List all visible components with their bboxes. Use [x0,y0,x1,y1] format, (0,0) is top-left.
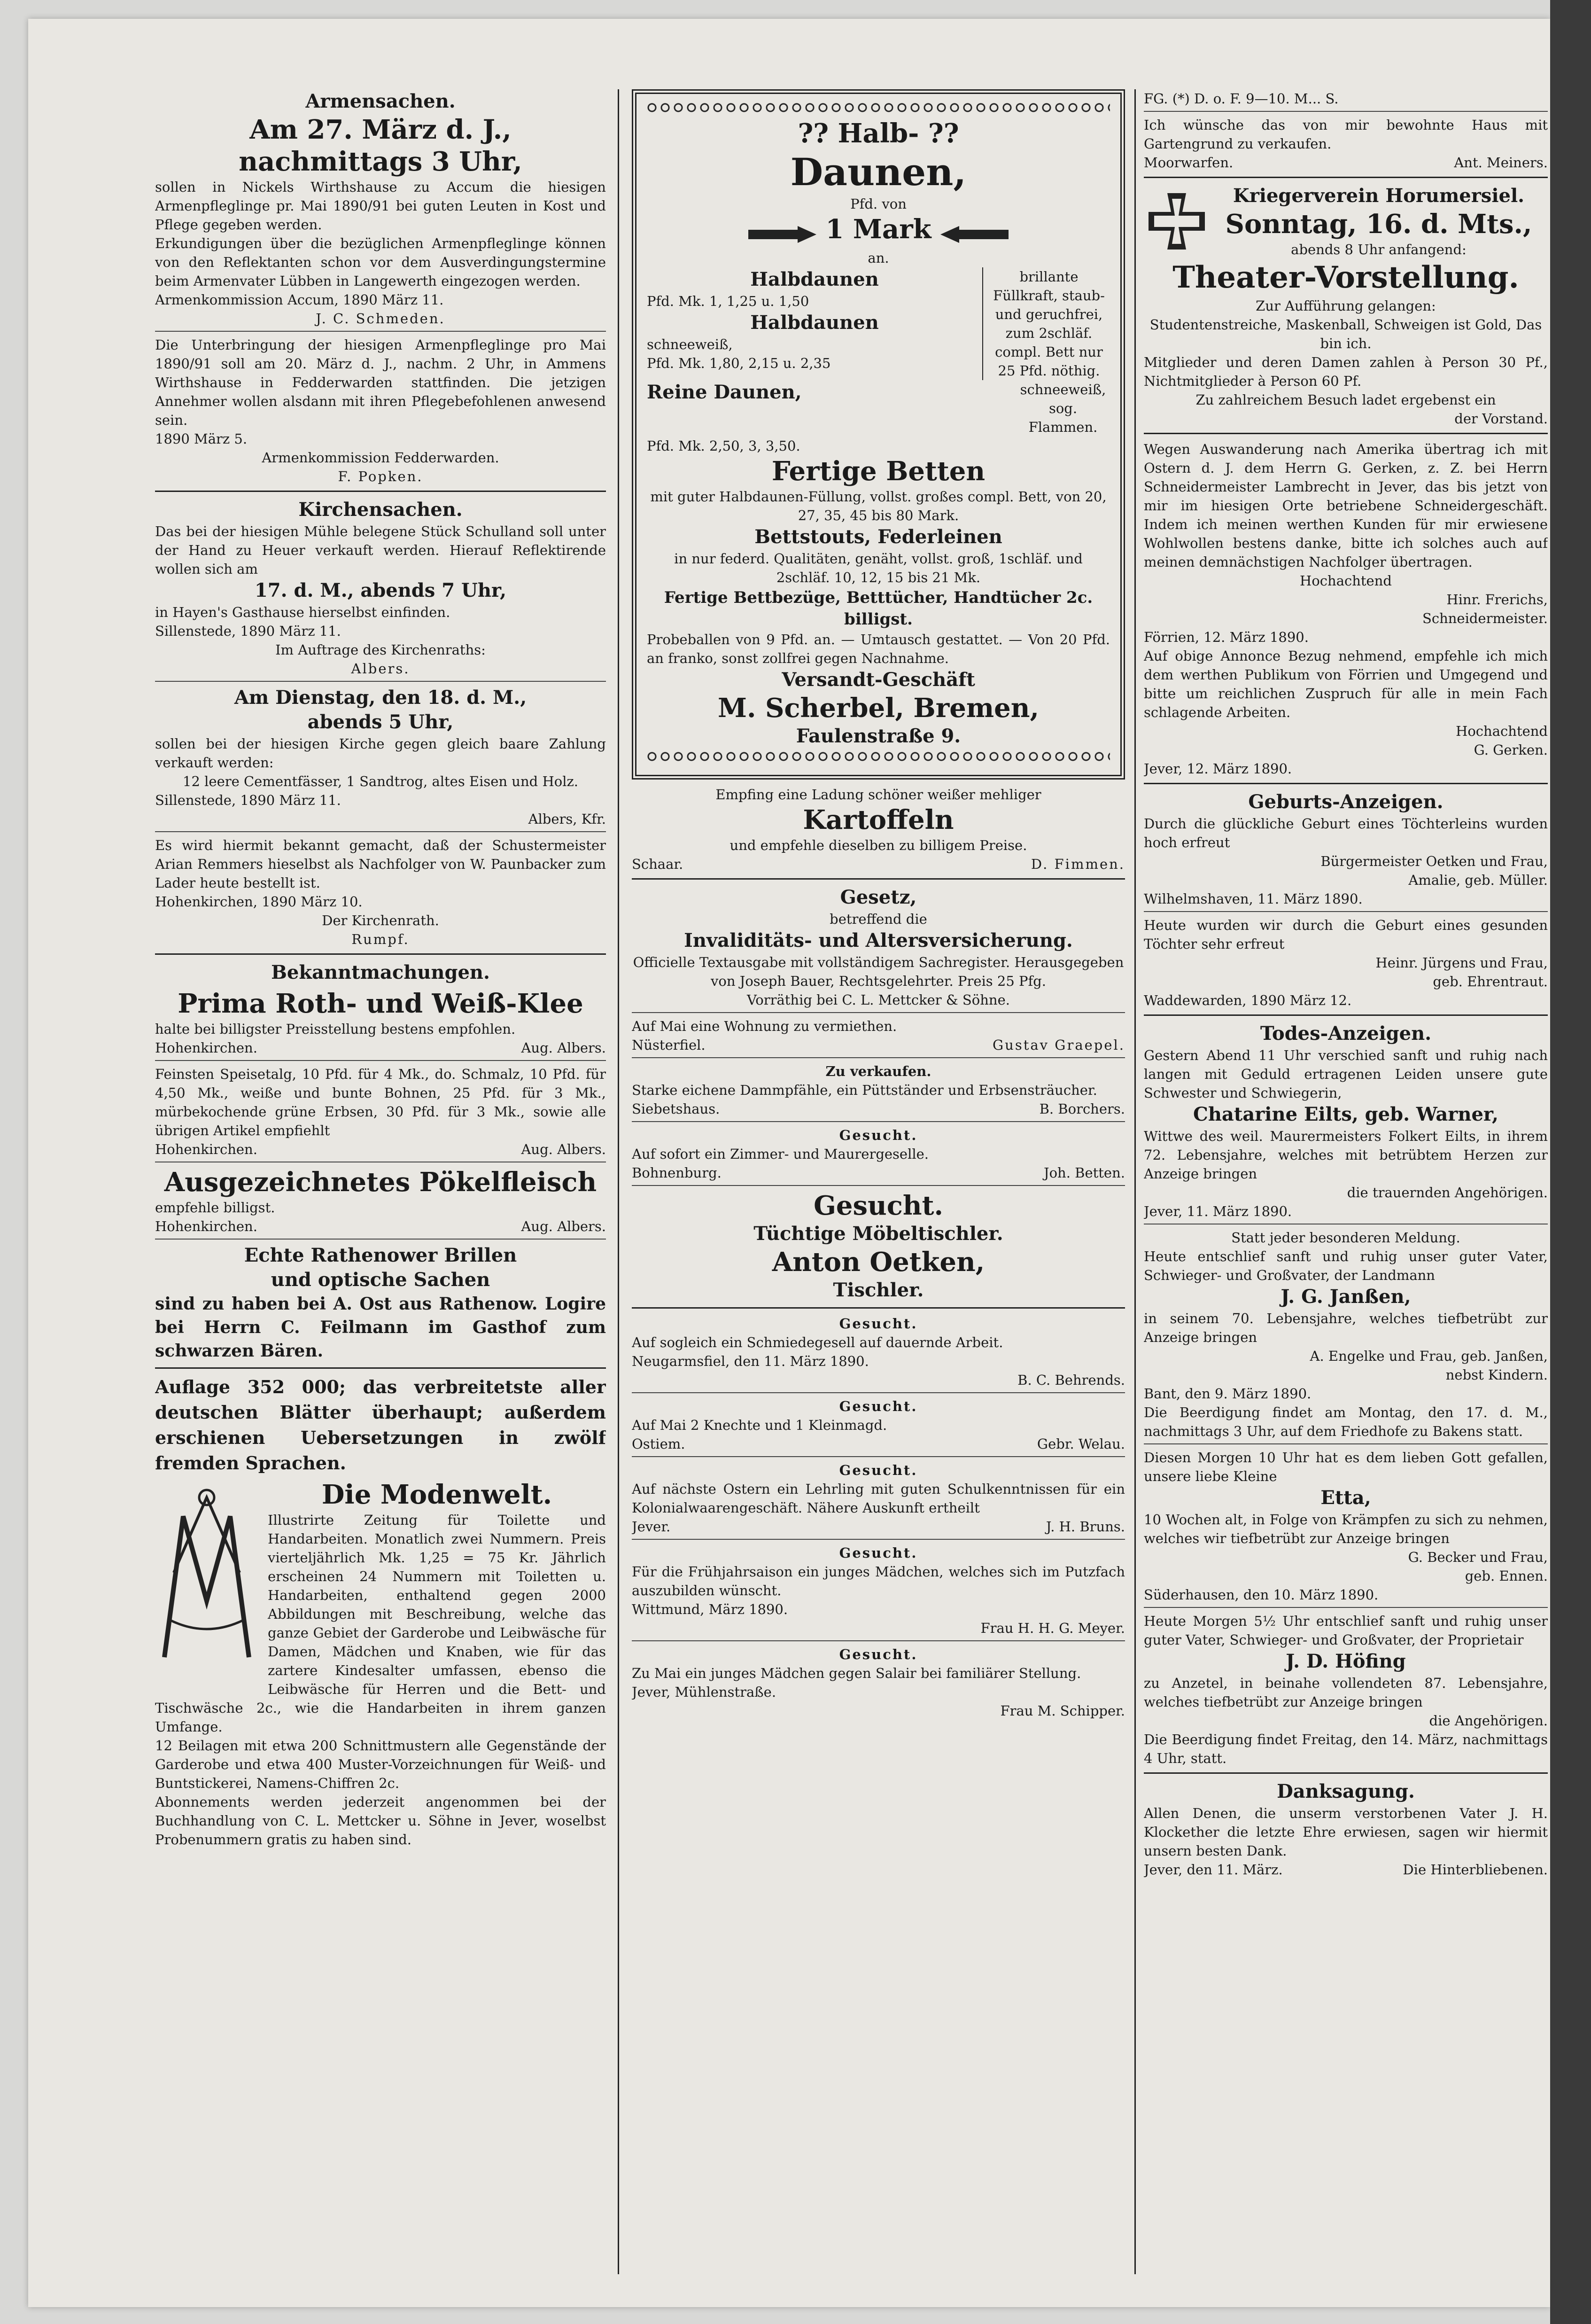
ad-text: Illustrirte Zeitung für Toilette und Handarbeiten. Monatlich zwei Nummern. Preis vierteljährlich Mk. 1,25 = 75 Kr. Jährlich erscheinen 24 Nummern mit Toiletten u. Handarbeiten, enthaltend gegen 2000 Abbildungen mit Beschreibung, welche das ganze Gebiet der Garderobe und Leibwäsche für Damen, Mädchen und Knaben, wie für das zartere Kindesalter umfassen, ebenso die Leibwäsche für Herren und die Bett- und Tischwäsche 2c., wie die Handarbeiten in ihrem ganzen Umfange. [155,1512,606,1735]
ad-text: halte bei billigster Preisstellung bestens empfohlen. [155,1021,516,1037]
ad-signature: Gebr. Welau. [1037,1436,1125,1452]
section-heading: Danksagung. [1277,1780,1415,1802]
ad-modenwelt [155,1479,606,1849]
ad-text: mit guter Halbdaunen-Füllung, vollst. großes compl. Bett, von 20, 27, 35, 45 bis 80 Mark. [650,489,1107,523]
ornament-border [647,751,1110,762]
ad-headline: Bettstouts, Federleinen [754,526,1002,548]
ad-brillen [155,1243,606,1363]
ad-gesucht-5 [632,1461,1125,1536]
ad-text: Die Beerdigung findet am Montag, den 17. d. M., nachmittags 3 Uhr, auf dem Friedhofe zu Bakens statt. [1144,1404,1548,1439]
ad-gesucht-3 [632,1314,1125,1389]
ad-text: Pfd. von [850,196,907,212]
ad-headline: nachmittags 3 Uhr, [239,146,522,177]
ad-headline: M. Scherbel, Bremen, [718,693,1039,724]
ad-text: Auf Mai 2 Knechte und 1 Kleinmagd. [632,1417,887,1433]
divider [1144,177,1548,178]
modenwelt-monogram-icon [155,1479,258,1676]
ad-headline: Gesucht. [814,1190,943,1221]
divider [1144,1772,1548,1774]
ad-text: Pfd. Mk. 2,50, 3, 3,50. [647,438,800,454]
ad-text: Wittwe des weil. Maurermeisters Folkert Eilts, in ihrem 72. Lebensjahre, welches mit betrübtem Herzen zur Anzeige bringen [1144,1128,1548,1182]
newspaper-page [28,19,1550,2307]
ad-headline: J. D. Höfing [1286,1650,1406,1672]
ad-place: Hohenkirchen. [155,1040,257,1056]
ad-place: Waddewarden, 1890 März 12. [1144,992,1352,1008]
ad-text: abends 8 Uhr anfangend: [1291,242,1467,257]
pointing-hand-left-icon [936,220,1011,249]
ad-text: sind zu haben bei A. Ost aus Rathenow. Logire bei Herrn C. Feilmann im Gasthof zum schwarzen Bären. [155,1294,606,1361]
ad-signature: geb. Ehrentraut. [1433,974,1548,990]
ad-text: brillante Füllkraft, staub- und geruchfrei, zum 2schläf. compl. Bett nur 25 Pfd. nöthig. [982,267,1110,380]
ad-place: Armenkommission Accum, 1890 März 11. [155,292,444,308]
ad-place: Wittmund, März 1890. [632,1601,788,1617]
ad-text: Auf obige Annonce Bezug nehmend, empfehle ich mich dem werthen Publikum von Förrien und Umgegend und bitte um reichlichen Zuspruch für alle in mein Fach schlagende Arbeiten. [1144,648,1548,720]
ad-headline: Tischler. [833,1279,924,1301]
ad-kriegerverein [1144,184,1548,428]
ad-text: Officielle Textausgabe mit vollständigem Sachregister. Herausgegeben von Joseph Bauer, Rechtsgelehrter. Preis 25 Pfg. [633,954,1124,989]
ad-armenpflege [155,335,606,486]
ad-text: schneeweiß, [647,336,733,352]
ad-auswanderung [1144,440,1548,778]
ad-signature: Gustav Graepel. [993,1037,1125,1053]
ad-signature: Hochachtend [1456,723,1548,739]
section-heading: Geburts-Anzeigen. [1248,791,1444,813]
ad-text: Das bei der hiesigen Mühle belegene Stück Schulland soll unter der Hand zu Heuer verkauft werden. Hierauf Reflektirende wollen sich am [155,523,606,577]
ad-signature: J. H. Bruns. [1046,1519,1125,1535]
ad-signature: Aug. Albers. [521,1040,606,1056]
divider [632,1121,1125,1122]
divider [632,1640,1125,1641]
ad-signature: Schneidermeister. [1422,610,1548,626]
iron-cross-icon [1144,188,1210,254]
ad-signature: Armenkommission Fedderwarden. [262,450,499,466]
ad-headline: Prima Roth- und Weiß-Klee [178,988,583,1019]
ad-text: Auf sofort ein Zimmer- und Maurergeselle. [632,1146,929,1162]
pointing-hand-right-icon [746,220,821,249]
ad-place: Hohenkirchen. [155,1141,257,1157]
divider [632,878,1125,880]
ad-text: sollen bei der hiesigen Kirche gegen gleich baare Zahlung verkauft werden: [155,736,606,771]
ad-signature: Vorräthig bei C. L. Mettcker & Söhne. [747,992,1010,1008]
ad-headline: Gesetz, [840,886,917,908]
ad-headline: Versandt-Geschäft [782,669,975,691]
ad-place: 1890 März 5. [155,431,248,447]
ad-headline: Anton Oetken, [772,1247,985,1278]
ad-bekanntmachungen [155,960,606,985]
ad-signature: Albers. [351,661,410,677]
ad-text: Erkundigungen über die bezüglichen Armenpfleglinge können von den Reflektanten schon vor dem Ausverdingungstermine beim Armenvater Lübben in Langewerth eingezogen werden. [155,235,606,289]
ad-garten [1144,116,1548,172]
ad-signature: der Vorstand. [1454,411,1548,427]
ad-place: Sillenstede, 1890 März 11. [155,623,341,639]
ad-speisetalg [155,1065,606,1159]
ad-headline: Kartoffeln [803,804,954,835]
ad-place: Bant, den 9. März 1890. [1144,1386,1312,1402]
ad-place: Jever, den 11. März. [1144,1862,1283,1878]
ad-signature: Albers, Kfr. [528,811,606,827]
ad-headline: J. G. Janßen, [1281,1286,1411,1308]
ad-text: Heute Morgen 5½ Uhr entschlief sanft und ruhig unser guter Vater, Schwieger- und Großvater, der Proprietair [1144,1613,1548,1648]
ad-verkaufen [632,1062,1125,1118]
ad-gesetz [632,885,1125,1009]
ad-headline: Am 27. März d. J., [249,114,512,145]
ad-headline: Sonntag, 16. d. Mts., [1225,209,1532,240]
ad-headline: Kriegerverein Horumersiel. [1233,185,1525,207]
ad-gesucht-4 [632,1397,1125,1453]
ad-signature: Frau H. H. G. Meyer. [980,1620,1125,1636]
ad-text: Auf Mai eine Wohnung zu vermiethen. [632,1018,897,1034]
ad-place: Neugarmsfiel, den 11. März 1890. [632,1353,869,1369]
ad-text: Zu zahlreichem Besuch ladet ergebenst ein [1195,392,1496,408]
ad-kartoffeln [632,785,1125,873]
ad-signature: A. Engelke und Frau, geb. Janßen, [1310,1348,1548,1364]
ad-todes-anzeigen [1144,1022,1548,1768]
ad-text: Pfd. Mk. 1,80, 2,15 u. 2,35 [647,355,831,371]
ad-text: Es wird hiermit bekannt gemacht, daß der Schustermeister Arian Remmers hieselbst als Nachfolger von W. Paunbacker zum Lader heute bestellt ist. [155,837,606,891]
ad-headline: Gesucht. [839,1398,918,1414]
ad-text: Probeballen von 9 Pfd. an. — Umtausch gestattet. — Von 20 Pfd. an franko, sonst zollfrei gegen Nachnahme. [647,632,1110,666]
ad-signature: Bürgermeister Oetken und Frau, [1320,853,1548,869]
ad-text: Heute wurden wir durch die Geburt eines gesunden Töchter sehr erfreut [1144,917,1548,952]
ad-text: FG. (*) D. o. F. 9—10. M... S. [1144,91,1339,107]
ad-headline: Reine Daunen, [647,381,802,403]
ad-signature: die trauernden Angehörigen. [1347,1185,1548,1201]
divider [155,681,606,682]
ad-dienstag [155,686,606,828]
column-right [1144,89,1548,2279]
divider [632,1307,1125,1309]
ad-headline: Am Dienstag, den 18. d. M., [234,686,527,709]
ad-signature: Der Kirchenrath. [322,912,439,928]
ad-headline: Gesucht. [839,1646,918,1662]
ad-text: und empfehle dieselben zu billigem Preise. [730,837,1027,853]
ad-headline: und optische Sachen [271,1269,490,1291]
divider [632,1012,1125,1013]
ad-headline: Chatarine Eilts, geb. Warner, [1193,1103,1498,1125]
ad-wohnung [632,1017,1125,1054]
ad-text: Wegen Auswanderung nach Amerika übertrag ich mit Ostern d. J. dem Herrn G. Gerken, z. Z. bei Herrn Schneidermeister Lambrecht in Jever, das bis jetzt von mir im hiesigen Orte betriebene Schneidergeschäft. Indem ich meinen werthen Kunden für mir erwiesene Wohlwollen bestens danke, bitte ich solches auch auf meinen demnächstigen Nachfolger übertragen. [1144,441,1548,570]
ad-text: zu Anzetel, in beinahe vollendeten 87. Lebensjahre, welches tiefbetrübt zur Anzeige bringen [1144,1675,1548,1710]
ad-text: Auf sogleich ein Schmiedegesell auf dauernde Arbeit. [632,1334,1003,1350]
ad-text: in Hayen's Gasthause hierselbst einfinden. [155,604,450,620]
ad-headline: Ausgezeichnetes Pökelfleisch [164,1167,597,1198]
ad-signature: B. Borchers. [1039,1101,1125,1117]
ad-text: Zur Aufführung gelangen: [1256,298,1436,314]
divider [155,1060,606,1061]
ad-signature: Die Hinterbliebenen. [1403,1862,1548,1878]
ad-headline: Daunen, [790,150,967,194]
ad-place: Moorwarfen. [1144,155,1234,171]
ad-daunen [632,89,1125,780]
ad-text: Abonnements werden jederzeit angenommen bei der Buchhandlung von C. L. Mettcker u. Söhne in Jever, woselbst Probenummern gratis zu haben sind. [155,1794,606,1848]
ad-headline: Zu verkaufen. [825,1063,931,1079]
ad-signature: Rumpf. [351,931,410,947]
ad-text: Studentenstreiche, Maskenball, Schweigen ist Gold, Das bin ich. [1149,317,1542,351]
ad-text: Durch die glückliche Geburt eines Töchterleins wurden hoch erfreut [1144,816,1548,850]
ad-headline: 17. d. M., abends 7 Uhr, [254,579,507,601]
divider [155,953,606,955]
ad-text: Feinsten Speisetalg, 10 Pfd. für 4 Mk., do. Schmalz, 10 Pfd. für 4,50 Mk., weiße und bunte Bohnen, 25 Pfd. für 3 Mk., mürbekochende grüne Erbsen, 30 Pfd. für 3 Mk., sowie alle übrigen Artikel empfiehlt [155,1066,606,1139]
ad-text: Auf nächste Ostern ein Lehrling mit guten Schulkenntnissen für ein Kolonialwaarengeschäft. Nähere Auskunft ertheilt [632,1481,1125,1516]
ad-place: Wilhelmshaven, 11. März 1890. [1144,891,1363,907]
divider [1144,433,1548,434]
ad-place: Jever, 12. März 1890. [1144,761,1292,777]
ad-text: in nur federd. Qualitäten, genäht, vollst. groß, 1schläf. und 2schläf. 10, 12, 15 bis 21 Mk. [674,551,1083,585]
ad-text: Fertige Bettbezüge, Betttücher, Handtücher 2c. billigst. [664,588,1093,629]
ad-text: 12 leere Cementfässer, 1 Sandtrog, altes Eisen und Holz. [183,773,578,789]
ad-text: schneeweiß, sog. Flammen. [1020,382,1106,435]
divider [632,1057,1125,1058]
ad-headline: Halbdaunen [750,312,879,334]
divider [155,491,606,492]
ad-signature: Hochachtend [1300,573,1392,589]
ad-headline: Die Modenwelt. [321,1479,552,1510]
ad-signature: Aug. Albers. [521,1141,606,1157]
ad-place: Nüsterfiel. [632,1037,706,1053]
ad-text: Auflage 352 000; das verbreitetste aller deutschen Blätter überhaupt; außerdem erschienen Uebersetzungen in zwölf fremden Sprachen. [155,1376,606,1474]
ad-headline: Gesucht. [839,1127,918,1143]
ad-text: empfehle billigst. [155,1200,275,1216]
ad-gesucht-7 [632,1645,1125,1720]
ad-text: 12 Beilagen mit etwa 200 Schnittmustern alle Gegenstände der Garderobe und etwa 400 Muster-Vorzeichnungen für Weiß- und Buntstickerei, Namens-Chiffren 2c. [155,1738,606,1791]
ad-signature: G. Becker und Frau, [1408,1549,1548,1565]
ad-headline: Gesucht. [839,1462,918,1478]
ad-signature: Ant. Meiners. [1454,155,1548,171]
divider [155,1367,606,1369]
ad-headline: ?? Halb- ?? [798,118,959,149]
ad-klee [155,988,606,1057]
ad-geburts-anzeigen [1144,790,1548,1010]
ad-text: Pfd. Mk. 1, 1,25 u. 1,50 [647,293,809,309]
ad-place: Siebetshaus. [632,1101,720,1117]
divider [1144,1443,1548,1444]
ad-text: Diesen Morgen 10 Uhr hat es dem lieben Gott gefallen, unsere liebe Kleine [1144,1450,1548,1484]
ad-text: betreffend die [830,911,927,927]
ad-signature: B. C. Behrends. [1017,1372,1125,1388]
ad-signature: die Angehörigen. [1429,1713,1548,1729]
ad-headline: 1 Mark [825,214,931,245]
ad-gesucht-moebel [632,1190,1125,1302]
ad-headline: Etta, [1320,1487,1371,1509]
ad-text: Zu Mai ein junges Mädchen gegen Salair bei familiärer Stellung. [632,1665,1081,1681]
ad-armensachen [155,89,606,328]
ad-signature: nebst Kindern. [1445,1367,1548,1383]
divider [1144,1607,1548,1608]
ad-headline: Gesucht. [839,1545,918,1561]
ad-text: 10 Wochen alt, in Folge von Krämpfen zu sich zu nehmen, welches wir tiefbetrübt zur Anzeige bringen [1144,1512,1548,1546]
ad-headline: Gesucht. [839,1316,918,1332]
ad-headline: Faulenstraße 9. [796,725,961,747]
column-rule [1134,89,1136,2274]
ad-headline: Echte Rathenower Brillen [244,1244,517,1266]
column-rule [618,89,619,2274]
section-heading: Todes-Anzeigen. [1260,1022,1432,1045]
divider [155,1239,606,1240]
ad-text: Heute entschlief sanft und ruhig unser guter Vater, Schwieger- und Großvater, der Landmann [1144,1248,1548,1283]
page-edge-shadow [1550,0,1591,2324]
ad-schuster [155,836,606,949]
ad-signature: Aug. Albers. [521,1218,606,1234]
ad-text: Allen Denen, die unserm verstorbenen Vater J. H. Klockether die letzte Ehre erwiesen, sagen wir hiermit unsern besten Dank. [1144,1805,1548,1859]
ornament-border [647,102,1110,113]
ad-signature: Hinr. Frerichs, [1446,592,1548,608]
divider [632,1185,1125,1186]
divider [1144,1014,1548,1016]
ad-place: Süderhausen, den 10. März 1890. [1144,1587,1379,1603]
section-heading: Armensachen. [305,90,456,112]
ad-text: sollen in Nickels Wirthshause zu Accum die hiesigen Armenpfleglinge pr. Mai 1890/91 bei guten Leuten in Kost und Pflege gegeben werden. [155,179,606,233]
ad-headline: Invaliditäts- und Altersversicherung. [684,929,1073,951]
ad-headline: Theater-Vorstellung. [1172,260,1519,295]
ad-text: an. [868,250,889,266]
ad-danksagung [1144,1779,1548,1879]
divider [155,831,606,832]
ad-signature: Frau M. Schipper. [1000,1703,1125,1719]
ad-text: Gestern Abend 11 Uhr verschied sanft und ruhig nach langen mit Geduld ertragenen Leiden unsere gute Schwester und Schwiegerin, [1144,1047,1548,1101]
ad-place: Bohnenburg. [632,1165,722,1181]
ad-place: Jever. [632,1519,671,1535]
divider [1144,111,1548,112]
ad-kirchensachen [155,498,606,678]
ad-signature: D. Fimmen. [1031,856,1125,872]
ad-signature: Im Auftrage des Kirchenraths: [275,642,486,658]
ad-signature: Joh. Betten. [1043,1165,1125,1181]
ad-gesucht-6 [632,1544,1125,1638]
ad-auflage [155,1374,606,1476]
ad-place: Förrien, 12. März 1890. [1144,629,1309,645]
divider [632,1539,1125,1540]
ad-text: in seinem 70. Lebensjahre, welches tiefbetrübt zur Anzeige bringen [1144,1310,1548,1345]
ad-place: Schaar. [632,856,683,872]
ad-headline: Tüchtige Möbeltischler. [753,1223,1003,1245]
column-left [155,89,606,2279]
divider [155,331,606,332]
ad-text: Starke eichene Dammpfähle, ein Püttständer und Erbsensträucher. [632,1082,1097,1098]
ad-headline: Halbdaunen [750,268,879,290]
ad-signature: geb. Ennen. [1465,1568,1548,1584]
ad-text: Die Beerdigung findet Freitag, den 14. März, nachmittags 4 Uhr, statt. [1144,1731,1548,1766]
divider [632,1392,1125,1393]
section-heading: Kirchensachen. [298,499,463,521]
ad-text: Für die Frühjahrsaison ein junges Mädchen, welches sich im Putzfach auszubilden wünscht. [632,1564,1125,1599]
divider [1144,783,1548,784]
ad-signature: J. C. Schmeden. [316,311,445,327]
ad-text: Die Unterbringung der hiesigen Armenpfleglinge pro Mai 1890/91 soll am 20. März d. J., nachm. 2 Uhr, in Ammens Wirthshause in Fedderwarden stattfinden. Die jetzigen Annehmer wollen alsdann mit ihren Pflegebefohlenen anwesend sein. [155,337,606,428]
ad-signature: F. Popken. [338,468,423,484]
divider [632,1456,1125,1457]
ad-gesucht-1 [632,1126,1125,1182]
ad-place: Jever, Mühlenstraße. [632,1684,776,1700]
ad-signature: G. Gerken. [1474,742,1548,758]
ad-place: Ostiem. [632,1436,685,1452]
ad-signature: Heinr. Jürgens und Frau, [1375,955,1548,971]
section-heading: Bekanntmachungen. [271,961,490,983]
ad-poekelfleisch [155,1166,606,1236]
ad-lodge-notice [1144,89,1548,108]
ad-place: Hohenkirchen. [155,1218,257,1234]
ad-headline: Fertige Betten [771,456,986,487]
ad-signature: Amalie, geb. Müller. [1408,872,1548,888]
column-middle [632,89,1125,2279]
ad-place: Hohenkirchen, 1890 März 10. [155,894,363,910]
divider [1144,911,1548,912]
ad-place: Sillenstede, 1890 März 11. [155,792,341,808]
ad-text: Mitglieder und deren Damen zahlen à Person 30 Pf., Nichtmitglieder à Person 60 Pf. [1144,354,1548,389]
ad-headline: abends 5 Uhr, [307,711,454,733]
ad-text: Statt jeder besonderen Meldung. [1231,1230,1460,1246]
ad-text: Empfing eine Ladung schöner weißer mehliger [715,787,1041,803]
ad-text: Ich wünsche das von mir bewohnte Haus mit Gartengrund zu verkaufen. [1144,117,1548,152]
ad-place: Jever, 11. März 1890. [1144,1203,1292,1219]
